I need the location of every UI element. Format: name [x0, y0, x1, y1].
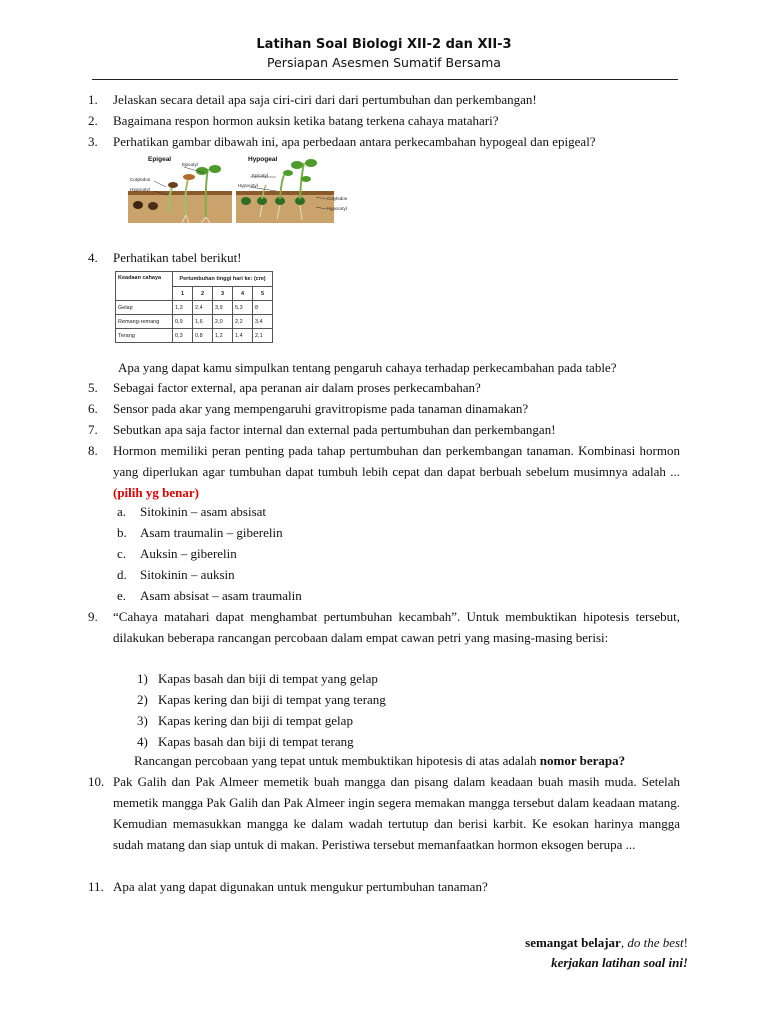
question-11	[88, 876, 680, 897]
item-number: 1)	[137, 671, 148, 686]
epigeal-label: Epigeal	[148, 156, 172, 163]
question-body: Hormon memiliki peran penting pada tahap pertumbuhan dan perkembangan tanaman. Kombinasi hormon yang diperlukan agar tumbuhan dapat tumbuh lebih cepat dan dapat berbuah sebelum musimnya adalah ...	[113, 443, 680, 479]
answer-option-a[interactable]	[117, 501, 266, 522]
question-3	[88, 131, 680, 152]
item-text: Kapas kering dan biji di tempat gelap	[158, 713, 353, 728]
table-day-header: 3	[213, 287, 233, 301]
question-text: Sebutkan apa saja factor internal dan external pada pertumbuhan dan perkembangan!	[113, 422, 556, 437]
question-text: “Cahaya matahari dapat menghambat pertumbuhan kecambah”. Untuk membuktikan hipotesis tersebut, dilakukan beberapa rancangan percobaan dalam empat cawan petri yang masing-masing berisi:	[113, 609, 680, 645]
closing-message	[525, 933, 688, 973]
item-text: Kapas basah dan biji di tempat yang gelap	[158, 671, 378, 686]
question-5	[88, 377, 680, 398]
table-row-label: Remang-remang	[116, 315, 173, 329]
germination-illustration	[126, 155, 366, 227]
table-day-header: 4	[233, 287, 253, 301]
answer-option-d[interactable]	[117, 564, 235, 585]
question-text: Apa yang dapat kamu simpulkan tentang pengaruh cahaya terhadap perkecambahan pada table?	[118, 360, 617, 375]
answer-option-e[interactable]	[117, 585, 302, 606]
closing-instruction: kerjakan latihan soal ini!	[551, 955, 688, 970]
question-9	[88, 606, 680, 648]
table-cell: 2,1	[253, 329, 273, 343]
seed-icon	[148, 202, 158, 210]
seed-icon	[241, 197, 251, 205]
item-number: 3)	[137, 713, 148, 728]
header-divider	[92, 79, 678, 80]
page-header	[0, 36, 768, 72]
figure-label: Hypocotyl	[130, 187, 150, 192]
page-title: Latihan Soal Biologi XII-2 dan XII-3	[256, 37, 512, 52]
seed-icon	[133, 201, 143, 209]
table-row-label: Gelap	[116, 301, 173, 315]
question-number: 8.	[88, 443, 98, 458]
table-cell: 2,2	[233, 315, 253, 329]
question-text	[113, 440, 680, 503]
experiment-item	[137, 710, 353, 731]
table-day-header: 5	[253, 287, 273, 301]
closing-italic: do the best	[627, 935, 684, 950]
question-10	[88, 771, 680, 855]
question-text: Jelaskan secara detail apa saja ciri-ciri dari dari pertumbuhan dan perkembangan!	[113, 92, 537, 107]
question-4	[88, 247, 680, 268]
option-letter: c.	[117, 546, 127, 561]
table-cell: 1,6	[193, 315, 213, 329]
question-number: 2.	[88, 113, 98, 128]
question-7	[88, 419, 680, 440]
table-cell: 3,9	[213, 301, 233, 315]
question-number: 4.	[88, 250, 98, 265]
option-letter: b.	[117, 525, 127, 540]
table-header-cell: Keadaan cahaya	[116, 272, 173, 301]
question-9-closing	[134, 750, 694, 771]
option-text: Sitokinin – asam absisat	[140, 504, 267, 519]
experiment-item	[137, 731, 354, 752]
answer-instruction: (pilih yg benar)	[113, 485, 199, 500]
table-cell: 8	[253, 301, 273, 315]
question-number: 10.	[88, 774, 105, 789]
figure-label: Epicotyl	[252, 173, 268, 178]
figure-label: Hypocotyl	[238, 183, 258, 188]
table-cell: 2,4	[193, 301, 213, 315]
page-subtitle: Persiapan Asesmen Sumatif Bersama	[267, 55, 501, 70]
item-number: 4)	[137, 734, 148, 749]
closing-line-1	[525, 933, 688, 953]
option-text: Sitokinin – auksin	[140, 567, 235, 582]
experiment-item	[137, 689, 386, 710]
question-text: Perhatikan gambar dibawah ini, apa perbedaan antara perkecambahan hypogeal dan epigeal?	[113, 134, 596, 149]
option-text: Asam traumalin – giberelin	[140, 525, 283, 540]
closing-comma: ,	[620, 935, 625, 950]
question-2	[88, 110, 680, 131]
table-cell: 0,9	[173, 315, 193, 329]
option-letter: a.	[117, 504, 127, 519]
option-text: Asam absisat – asam traumalin	[140, 588, 302, 603]
table-cell: 1,3	[173, 301, 193, 315]
soil-epigeal	[128, 193, 232, 223]
table-row-label: Terang	[116, 329, 173, 343]
table-cell: 3,4	[253, 315, 273, 329]
figure-label: Hypocotyl	[327, 206, 347, 211]
question-text: Sensor pada akar yang mempengaruhi gravitropisme pada tanaman dinamakan?	[113, 401, 529, 416]
question-4-followup	[118, 357, 688, 378]
hypogeal-label: Hypogeal	[248, 156, 278, 163]
question-number: 7.	[88, 422, 98, 437]
item-number: 2)	[137, 692, 148, 707]
question-text: Perhatikan tabel berikut!	[113, 250, 242, 265]
table-day-header: 2	[193, 287, 213, 301]
table-row	[116, 301, 273, 315]
question-number: 5.	[88, 380, 98, 395]
question-8	[88, 440, 680, 503]
table-cell: 1,2	[213, 329, 233, 343]
option-letter: e.	[117, 588, 127, 603]
answer-option-b[interactable]	[117, 522, 283, 543]
closing-bold: semangat belajar	[525, 935, 621, 950]
answer-option-c[interactable]	[117, 543, 237, 564]
table-cell: 1,4	[233, 329, 253, 343]
figure-label: Cotyledon	[130, 177, 151, 182]
question-number: 6.	[88, 401, 98, 416]
option-text: Auksin – giberelin	[140, 546, 237, 561]
closing-line-2	[525, 953, 688, 973]
table-day-header: 1	[173, 287, 193, 301]
question-1	[88, 89, 680, 110]
figure-label: Epicotyl	[182, 162, 198, 167]
question-6	[88, 398, 680, 419]
table-group-header: Pertumbuhan tinggi hari ke: (cm)	[173, 272, 273, 287]
figure-label: Cotyledon	[327, 196, 348, 201]
table-row	[116, 315, 273, 329]
question-number: 3.	[88, 134, 98, 149]
closing-exclaim: !	[683, 935, 688, 950]
question-text: Bagaimana respon hormon auksin ketika batang terkena cahaya matahari?	[113, 113, 499, 128]
question-number: 1.	[88, 92, 98, 107]
question-number: 11.	[88, 879, 104, 894]
question-text: Sebagai factor external, apa peranan air dalam proses perkecambahan?	[113, 380, 481, 395]
question-text: Pak Galih dan Pak Almeer memetik buah mangga dan pisang dalam keadaan buah masih muda. Setelah memetik mangga Pak Galih dan Pak Almeer ingin segera memakan mangga tersebut dalam keadaan matang. Kemudian memasukkan mangga ke dalam wadah tertutup dan berisi karbit. Ke esokan harinya mangga sudah matang dan siap untuk di makan. Peristiwa tersebut memanfaatkan hormon eksogen berupa ...	[113, 774, 680, 852]
table-cell: 0,8	[193, 329, 213, 343]
question-emphasis: nomor berapa?	[539, 753, 626, 768]
germination-figure	[126, 155, 366, 227]
option-letter: d.	[117, 567, 127, 582]
table-row	[116, 329, 273, 343]
table-cell: 5,3	[233, 301, 253, 315]
item-text: Kapas basah dan biji di tempat terang	[158, 734, 354, 749]
question-number: 9.	[88, 609, 98, 624]
growth-table	[115, 271, 273, 343]
question-text: Apa alat yang dapat digunakan untuk mengukur pertumbuhan tanaman?	[113, 879, 488, 894]
table-cell: 0,3	[173, 329, 193, 343]
question-text: Rancangan percobaan yang tepat untuk membuktikan hipotesis di atas adalah	[134, 753, 537, 768]
table-cell: 2,0	[213, 315, 233, 329]
item-text: Kapas kering dan biji di tempat yang terang	[158, 692, 386, 707]
experiment-item	[137, 668, 378, 689]
